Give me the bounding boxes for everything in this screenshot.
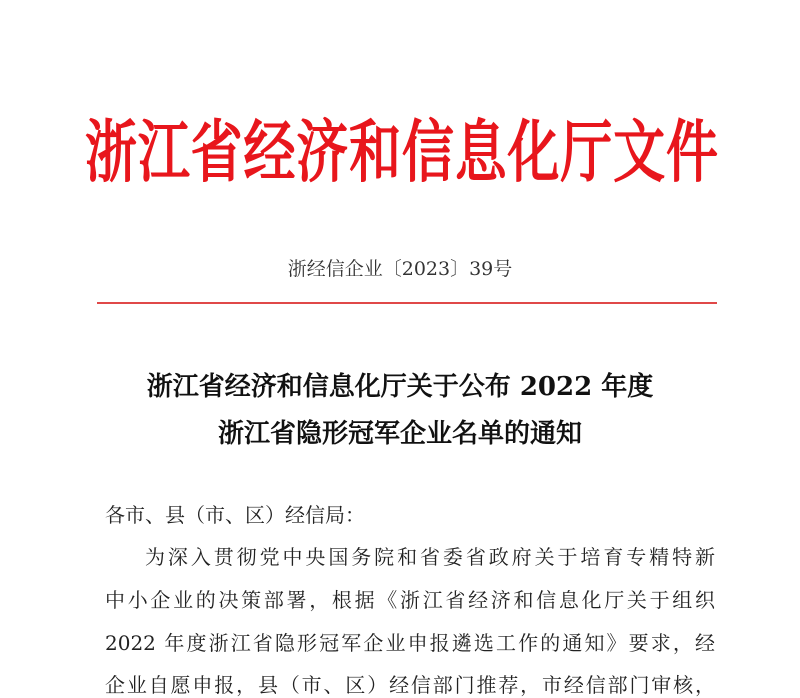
paragraph-line: 2022 年度浙江省隐形冠军企业申报遴选工作的通知》要求，经 <box>105 631 715 655</box>
paragraph-line: 为深入贯彻党中央国务院和省委省政府关于培育专精特新 <box>145 545 715 569</box>
paragraph-line: 中小企业的决策部署，根据《浙江省经济和信息化厅关于组织 <box>105 588 715 612</box>
notice-title-line-2: 浙江省隐形冠军企业名单的通知 <box>217 419 582 449</box>
paragraph-line: 企业自愿申报，县（市、区）经信部门推荐，市经信部门审核， <box>105 673 715 697</box>
document-header-title: 浙江省经济和信息化厅文件 <box>85 114 717 193</box>
notice-title-line-1: 浙江省经济和信息化厅关于公布 2022 年度 <box>146 372 654 402</box>
red-divider-line <box>97 302 717 304</box>
document-number: 浙经信企业〔2023〕39号 <box>287 258 513 280</box>
salutation: 各市、县（市、区）经信局： <box>105 503 365 527</box>
